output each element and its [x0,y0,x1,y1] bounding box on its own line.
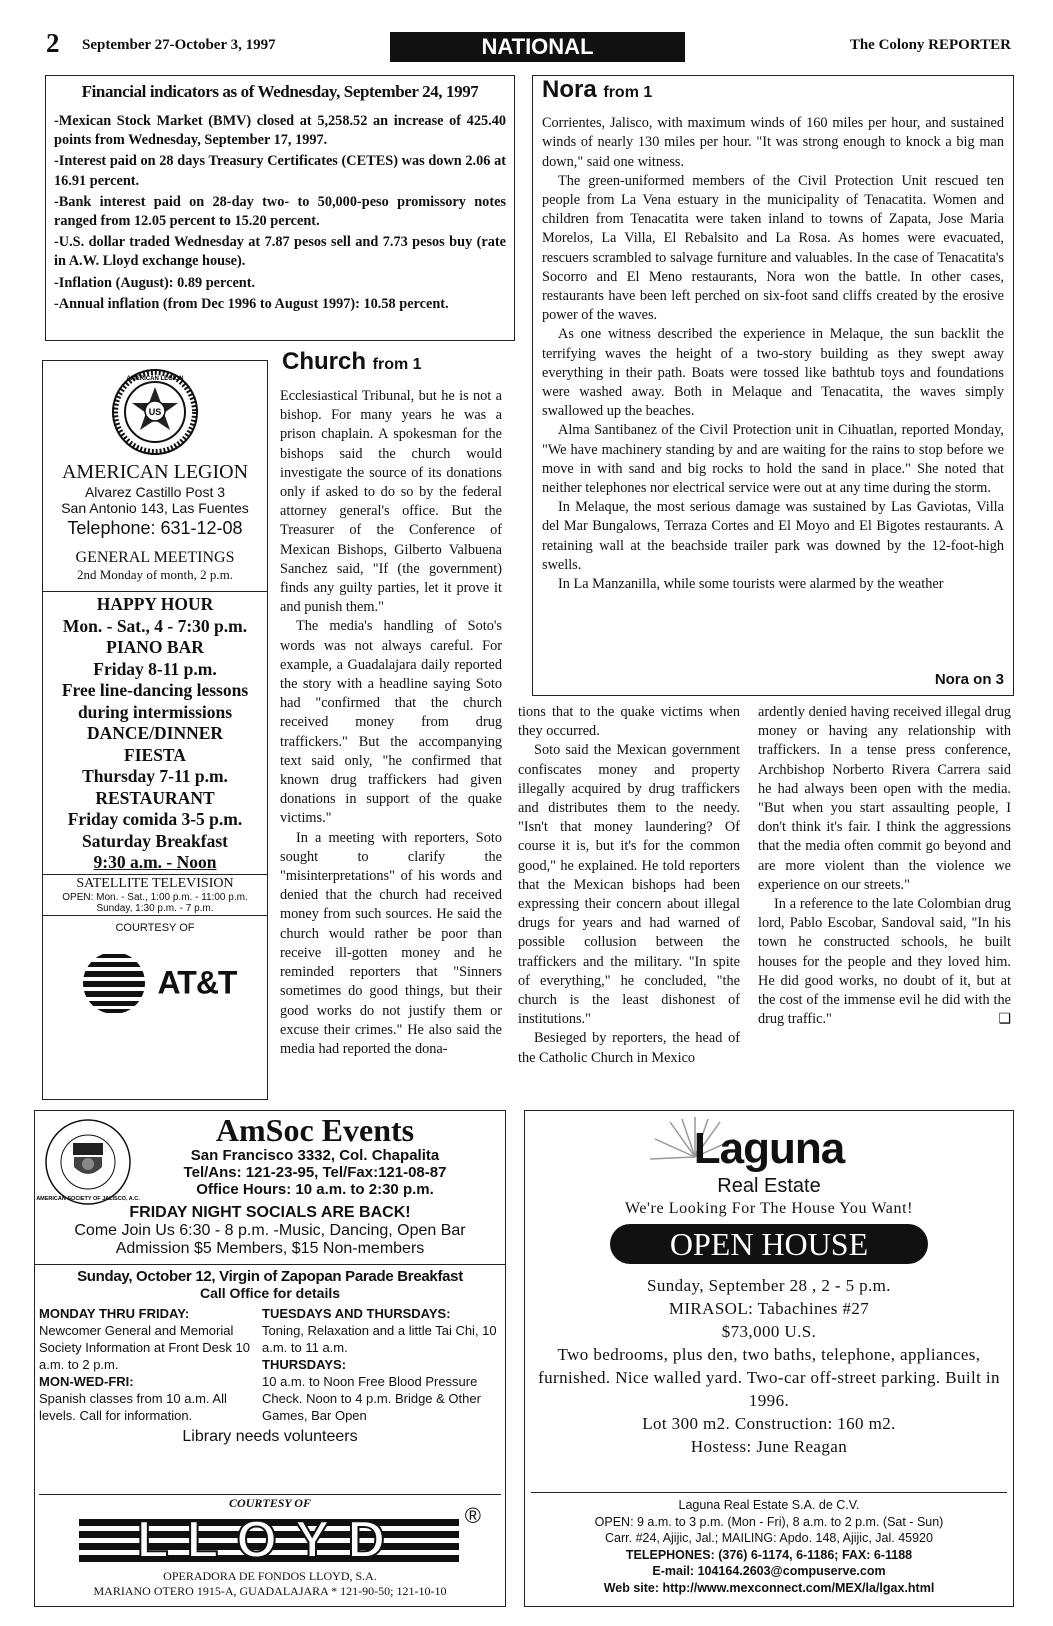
amsoc-events-ad [34,1110,506,1607]
laguna-footer [531,1492,1007,1600]
nora-paragraph: In La Manzanilla, while some tourists were alarmed by the weather [558,576,944,593]
nora-paragraph: Alma Santibanez of the Civil Protection unit in Cihuatlan, reported Monday, "We have machinery standing by and are waiting for the rains to stop before we move in with sand and big rocks to hold the sand in place." She noted that neither telephones nor electrical service were out at any time during the storm. [542,422,1004,497]
legion-tv-hours: Sunday, 1:30 p.m. - 7 p.m. [96,902,214,914]
amsoc-socials: FRIDAY NIGHT SOCIALS ARE BACK! [129,1204,411,1221]
att-globe-icon [74,950,154,1016]
laguna-sub: Real Estate [717,1175,821,1197]
amsoc-right-column [254,1305,502,1424]
nora-head-text: Nora [542,76,597,103]
paper-name: The Colony REPORTER [849,37,1011,53]
laguna-website[interactable]: Web site: http://www.mexconnect.com/MEX/la/lgax.html [603,1580,935,1595]
amsoc-hours: Office Hours: 10 a.m. to 2:30 p.m. [196,1181,434,1198]
lloyd-name: OPERADORA DE FONDOS LLOYD, S.A. [163,1569,377,1583]
laguna-line: Two bedrooms, plus den, two baths, telephone, appliances, furnished. Nice walled yard. Two-car off-street parking. Built in 1996. [538,1345,1000,1410]
church-paragraph: In a reference to the late Colombian drug lord, Pablo Escobar, Sandoval said, "In his town he constructed schools, he built houses for the people and they loved him. He did good works, no doubt of it, but at the cost of the immense evil he did with the drug traffic." [758,896,1011,1028]
legion-meetings-when: 2nd Monday of month, 2 p.m. [77,567,233,582]
legion-line: during intermissions [77,701,233,722]
lloyd-courtesy: COURTESY OF [229,1496,311,1510]
legion-line: HAPPY HOUR [96,594,214,614]
financial-item: -U.S. dollar traded Wednesday at 7.87 pesos sell and 7.73 pesos buy (rate in A.W. Lloyd exchange house). [54,234,506,270]
laguna-line: Lot 300 m2. Construction: 160 m2. [642,1414,896,1433]
church-headline [282,348,422,376]
financial-item: -Bank interest paid on 28-day two- to 50,000-peso promissory notes ranged from 12.05 percent to 15.20 percent. [54,193,506,230]
amsoc-call: Call Office for details [199,1285,341,1301]
laguna-line: MIRASOL: Tabachines #27 [668,1299,870,1318]
legion-schedule [43,591,267,874]
church-paragraph: Ecclesiastical Tribunal, but he is not a bishop. For many years he was a prison chaplain. A spokesman for the bishops said the church would investigate the source of its donations only if asked to do so by the federal attorney general's office. But the Treasurer of the Conference of Mexican Bishops, Gilberto Valbuena Sanchez said, "If (the government) finds any guilty parties, let it prove it and punish them." [280,388,502,616]
legion-line: Friday 8-11 p.m. [93,658,217,679]
amsoc-library: Library needs volunteers [182,1428,358,1445]
legion-phone: Telephone: 631-12-08 [67,518,243,538]
laguna-line: Sunday, September 28 , 2 - 5 p.m. [647,1276,891,1295]
laguna-line: $73,000 U.S. [721,1322,817,1341]
american-legion-ad [42,360,268,1100]
lloyd-address: MARIANO OTERO 1915-A, GUADALAJARA * 121-90-50; 121-10-10 [93,1584,447,1598]
laguna-footer-line: Laguna Real Estate S.A. de C.V. [678,1498,860,1512]
financial-item: -Inflation (August): 0.89 percent. [54,274,256,291]
amsoc-right-text: Toning, Relaxation and a little Tai Chi, 10 a.m. to 11 a.m. [262,1323,497,1355]
financial-title: Financial indicators as of Wednesday, September 24, 1997 [81,82,479,101]
legion-courtesy: COURTESY OF [115,921,195,934]
masthead [40,28,1015,64]
legion-address: San Antonio 143, Las Fuentes [61,500,249,516]
section-banner: NATIONAL [390,32,685,62]
nora-jump-link[interactable]: Nora on 3 [934,670,1004,688]
amsoc-seal-text: AMERICAN SOCIETY OF JALISCO, A.C. [36,1196,140,1202]
legion-name: AMERICAN LEGION [61,461,249,483]
nora-paragraph: In Melaque, the most serious damage was sustained by Las Gaviotas, Villa del Mar Bungalows, Terraza Cortes and El Moyo and El Bigotes restaurants. A retaining wall at the beachside trailer park was downed by the 12-foot-high swells. [542,499,1004,573]
amsoc-parade: Sunday, October 12, Virgin of Zapopan Parade Breakfast [35,1264,505,1285]
nora-article-box [532,75,1014,696]
legion-post: Alvarez Castillo Post 3 [84,484,226,500]
legion-tv-hours: OPEN: Mon. - Sat., 1:00 p.m. - 11:00 p.m. [62,891,248,903]
amsoc-left-text: Spanish classes from 10 a.m. All levels. Call for information. [39,1391,227,1423]
financial-item: -Mexican Stock Market (BMV) closed at 5,258.52 an increase of 425.40 points from Wednesday, September 17, 1997. [54,113,506,149]
church-paragraph: In a meeting with reporters, Soto sought to clarify the "misinterpretations" of his words and denied that the church had received money from such sources. He said the church would rather be poor than receive ill-gotten money and he reminded reporters that "Sinners sometimes do good things, but their good works do not justify them or excuse their crimes." He also said the media had reported the dona- [280,829,502,1057]
church-from: from 1 [372,356,422,373]
legion-tv-box [43,874,267,916]
legion-line: Mon. - Sat., 4 - 7:30 p.m. [62,615,248,636]
laguna-footer-line: OPEN: 9 a.m. to 3 p.m. (Mon - Fri), 8 a.m. to 2 p.m. (Sat - Sun) [594,1514,944,1529]
amsoc-right-head: THURSDAYS: [262,1357,347,1372]
church-head-text: Church [282,348,366,375]
legion-seal-center: US [148,407,162,417]
laguna-real-estate-ad [524,1110,1014,1607]
church-column-2 [518,703,740,1068]
legion-line: Thursday 7-11 p.m. [82,766,228,786]
legion-tv: SATELLITE TELEVISION [76,875,234,891]
church-paragraph: The media's handling of Soto's words was not always careful. For example, a Guadalajara daily reported the story with a headline saying Soto had "confirmed that the church received money from drug traffickers." But the accompanying text said only, "he confirmed that known drug traffickers had given donations in support of the quake victims." [280,618,502,827]
legion-seal-icon [110,367,200,457]
church-paragraph: ardently denied having received illegal drug money or having any relationship with traffickers. In a tense press conference, Archbishop Norberto Rivera Carrera said he had always been open with the media. "But when you start assaulting people, I don't think it's fair. I think the aggressions that the media often commit go beyond and are more violent than the violence we experience on our streets." [758,704,1011,893]
legion-meetings: GENERAL MEETINGS [75,549,235,566]
laguna-logo [525,1123,1013,1189]
laguna-name: Laguna [693,1124,845,1173]
page-number: 2 [46,28,60,58]
att-logo [43,950,267,1020]
legion-line: FIESTA [124,744,186,765]
amsoc-address: San Francisco 3332, Col. Chapalita [190,1147,440,1164]
issue-dates: September 27-October 3, 1997 [82,37,276,53]
lloyd-sponsor-box [39,1494,501,1602]
amsoc-title: AmSoc Events [215,1112,415,1148]
amsoc-seal-icon [36,1117,140,1207]
church-paragraph: tions that to the quake victims when they occurred. [518,704,740,740]
laguna-line: Hostess: June Reagan [690,1437,848,1456]
church-column-3 [758,703,1011,1030]
laguna-email[interactable]: E-mail: 104164.2603@compuserve.com [652,1564,886,1578]
nora-paragraph: The green-uniformed members of the Civil Protection Unit rescued ten people from La Vena estuary in the municipality of Tenacatita. Women and children from Tenacatita were taken inland to towns of Zapata, Jose Maria Morelos, La Villa, El Rebalsito and La Rosa. As homes were evacuated, rescuers scrambled to salvage furniture and valuables. In the case of Tenacatita's Socorro and El Meno restaurants, Nora won the battle. In other cases, restaurants have been left perched on six-foot sand cliffs created by the erosive power of the waves. [542,172,1004,324]
nora-headline [542,76,1004,103]
amsoc-left-text: Newcomer General and Memorial Society Information at Front Desk 10 a.m. to 2 p.m. [39,1323,250,1372]
legion-line: Free line-dancing lessons [61,680,249,700]
open-house-banner: OPEN HOUSE [610,1224,928,1264]
end-mark: ❑ [998,1012,1011,1028]
legion-line: Friday comida 3-5 p.m. [67,809,243,829]
church-column-1 [280,387,502,1059]
church-paragraph: Besieged by reporters, the head of the Catholic Church in Mexico [518,1030,740,1066]
amsoc-left-head: MON-WED-FRI: [39,1374,134,1389]
amsoc-join: Come Join Us 6:30 - 8 p.m. -Music, Dancing, Open Bar [74,1222,466,1239]
amsoc-phones: Tel/Ans: 121-23-95, Tel/Fax:121-08-87 [183,1164,447,1181]
laguna-footer-line: TELEPHONES: (376) 6-1174, 6-1186; FAX: 6-1188 [625,1547,913,1562]
church-paragraph: Soto said the Mexican government confiscates money and property illegally acquired by drug traffickers and distributes them to the needy. "Isn't that money laundering? Of course it is, but it's for the common good," he explained. He told reporters that the Mexican bishops had been expressing their concern about illegal drugs for years and had warned of possible collusion between the traffickers and the military. "In spite of everything," he concluded, "the church is the least dishonest of institutions." [518,742,740,1028]
financial-item: -Interest paid on 28 days Treasury Certificates (CETES) was down 2.06 at 16.91 percent. [54,153,506,189]
lloyd-wordmark: LLOYD [136,1511,404,1569]
legion-line: PIANO BAR [106,637,204,657]
att-wordmark: AT&T [157,964,237,1000]
legion-line: 9:30 a.m. - Noon [93,852,217,872]
amsoc-right-text: 10 a.m. to Noon Free Blood Pressure Check. Noon to 4 p.m. Bridge & Other Games, Bar Open [262,1374,481,1423]
amsoc-right-head: TUESDAYS AND THURSDAYS: [262,1306,451,1321]
nora-from: from 1 [603,84,653,101]
financial-item: -Annual inflation (from Dec 1996 to August 1997): 10.58 percent. [54,295,449,312]
amsoc-left-head: MONDAY THRU FRIDAY: [39,1306,190,1321]
lloyd-registered: ® [464,1503,481,1528]
laguna-tagline: We're Looking For The House You Want! [624,1200,914,1217]
legion-seal-text: AMERICAN LEGION [126,376,184,382]
financial-indicators-box [45,75,515,341]
nora-paragraph: Corrientes, Jalisco, with maximum winds of 160 miles per hour, and sustained winds of nearly 130 miles per hour. "It was strong enough to knock a big man down," said one witness. [542,115,1004,170]
legion-line: Saturday Breakfast [81,830,228,851]
laguna-footer-line: Carr. #24, Ajijic, Jal.; MAILING: Apdo. 148, Ajijic, Jal. 45920 [605,1531,933,1545]
amsoc-admission: Admission $5 Members, $15 Non-members [115,1240,425,1257]
nora-paragraph: As one witness described the experience in Melaque, the sun backlit the terrifying waves the height of a two-story building as they swept away everything in their path. Boats were tossed like bathtub toys and foundations were washed away. Both in Melaque and Tenacatita, the waves simply swallowed up the beaches. [542,326,1004,420]
legion-line: RESTAURANT [95,787,215,808]
amsoc-left-column [35,1305,254,1424]
legion-line: DANCE/DINNER [86,723,224,743]
